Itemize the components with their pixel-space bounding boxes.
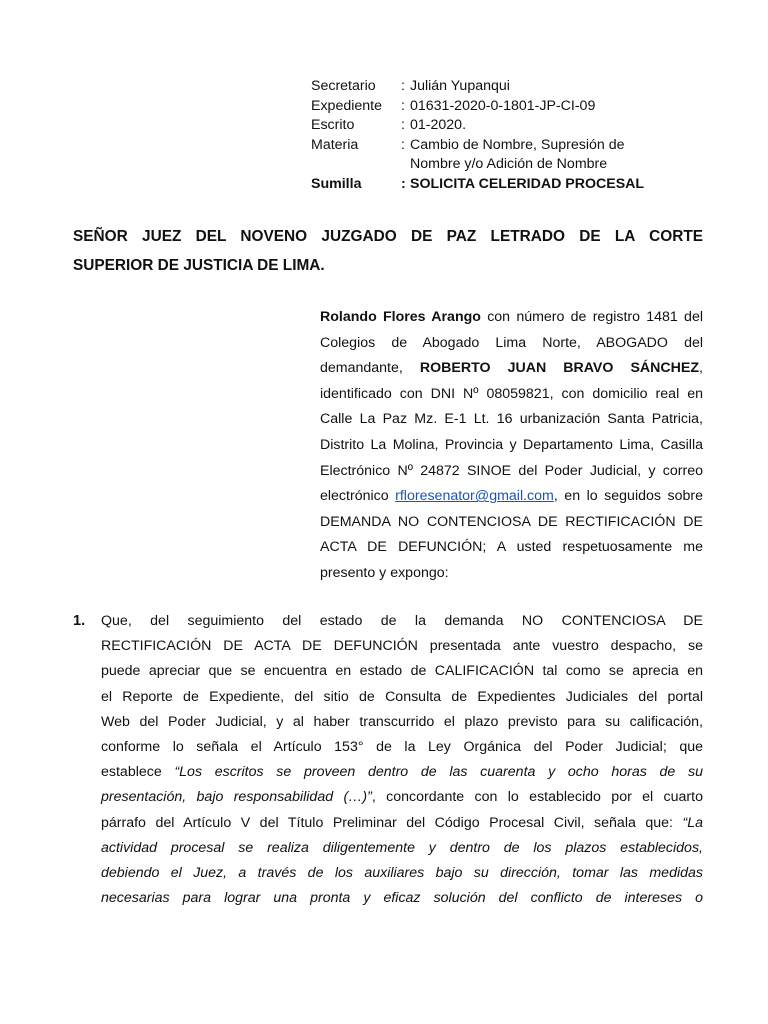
addressee-line-2: SUPERIOR DE JUSTICIA DE LIMA. [73, 257, 325, 274]
paragraph-line [101, 811, 703, 836]
secretario-value: Julián Yupanqui [410, 78, 510, 94]
colon: : [401, 78, 405, 94]
expediente-row [311, 97, 731, 117]
paragraph-line: RECTIFICACIÓN DE ACTA DE DEFUNCIÓN presentada ante vuestro despacho, se [101, 638, 703, 655]
petitioner-text-2: , identificado con DNI Nº 08059821, con domicilio real en Calle La Paz Mz. E-1 Lt. 16 urbanización Santa Patricia, Distrito La Molina, Provincia y Departamento Lima, Casilla Electrónico Nº 24872 SINOE del Poder Judicial, y correo electrónico [320, 360, 703, 505]
secretario-label: Secretario [311, 78, 376, 94]
petitioner-text-1: con número de registro 1481 del Colegios de Abogado Lima Norte, ABOGADO del demandante, [320, 309, 703, 377]
secretario-row [311, 77, 731, 97]
materia-row-continued [311, 155, 731, 175]
client-name: ROBERTO JUAN BRAVO SÁNCHEZ [419, 360, 700, 377]
quoted-article-text: “Los escritos se proveen dentro de las cuarenta y ocho horas de su [174, 764, 703, 781]
colon: : [401, 117, 405, 134]
paragraph-text: establece [101, 764, 175, 781]
materia-value-line2: Nombre y/o Adición de Nombre [410, 156, 608, 173]
escrito-label: Escrito [311, 117, 355, 134]
materia-row [311, 136, 731, 156]
sumilla-label: Sumilla [311, 175, 362, 192]
colon: : [401, 97, 405, 114]
paragraph-line: Web del Poder Judicial, y al haber transcurrido el plazo previsto para su calificación, [101, 713, 703, 730]
attorney-name: Rolando Flores Arango [320, 309, 481, 325]
escrito-value: 01-2020. [410, 117, 467, 134]
colon: : [401, 136, 405, 153]
paragraph-text: párrafo del Artículo V del Título Preliminar del Código Procesal Civil, señala que: [101, 814, 683, 831]
paragraph-line: Que, del seguimiento del estado de la demanda NO CONTENCIOSA DE [101, 613, 703, 629]
paragraph-line: puede apreciar que se encuentra en estado de CALIFICACIÓN tal como se aprecia en [101, 663, 703, 680]
case-header [311, 77, 731, 195]
paragraph-line: el Reporte de Expediente, del sitio de Consulta de Expedientes Judiciales del portal [101, 688, 703, 705]
sumilla-row [311, 175, 731, 195]
paragraph-line: actividad procesal se realiza diligentemente y dentro de los plazos establecidos, [101, 839, 703, 856]
paragraph-number: 1. [73, 613, 86, 629]
paragraph-line [101, 760, 703, 785]
paragraph-1 [101, 609, 703, 911]
paragraph-line: conforme lo señala el Artículo 153° de la Ley Orgánica del Poder Judicial; que [101, 739, 703, 756]
expediente-value: 01631-2020-0-1801-JP-CI-09 [410, 97, 596, 114]
escrito-row [311, 116, 731, 136]
expediente-label: Expediente [311, 97, 382, 114]
paragraph-line [101, 785, 703, 810]
email-link[interactable]: rfloresenator@gmail.com [395, 488, 554, 505]
addressee-heading [73, 222, 703, 280]
materia-value-line1: Cambio de Nombre, Supresión de [410, 136, 625, 153]
materia-label: Materia [311, 136, 359, 153]
paragraph-line: necesarias para lograr una pronta y eficaz solución del conflicto de intereses o [101, 890, 703, 907]
colon: : [401, 175, 406, 192]
petitioner-introduction [320, 305, 703, 587]
sumilla-value: SOLICITA CELERIDAD PROCESAL [410, 175, 645, 192]
quoted-code-text: “La [682, 814, 703, 831]
quoted-article-text: presentación, bajo responsabilidad (…)” [101, 789, 372, 806]
paragraph-line: debiendo el Juez, a través de los auxiliares bajo su dirección, tomar las medidas [101, 865, 703, 882]
addressee-line-1: SEÑOR JUEZ DEL NOVENO JUZGADO DE PAZ LETRADO DE LA CORTE [73, 228, 703, 245]
petitioner-text-3: , en lo seguidos sobre DEMANDA NO CONTENCIOSA DE RECTIFICACIÓN DE ACTA DE DEFUNCIÓN; A usted respetuosamente me presento y expongo: [320, 488, 703, 581]
paragraph-text: , concordante con lo establecido por el cuarto [371, 789, 703, 806]
